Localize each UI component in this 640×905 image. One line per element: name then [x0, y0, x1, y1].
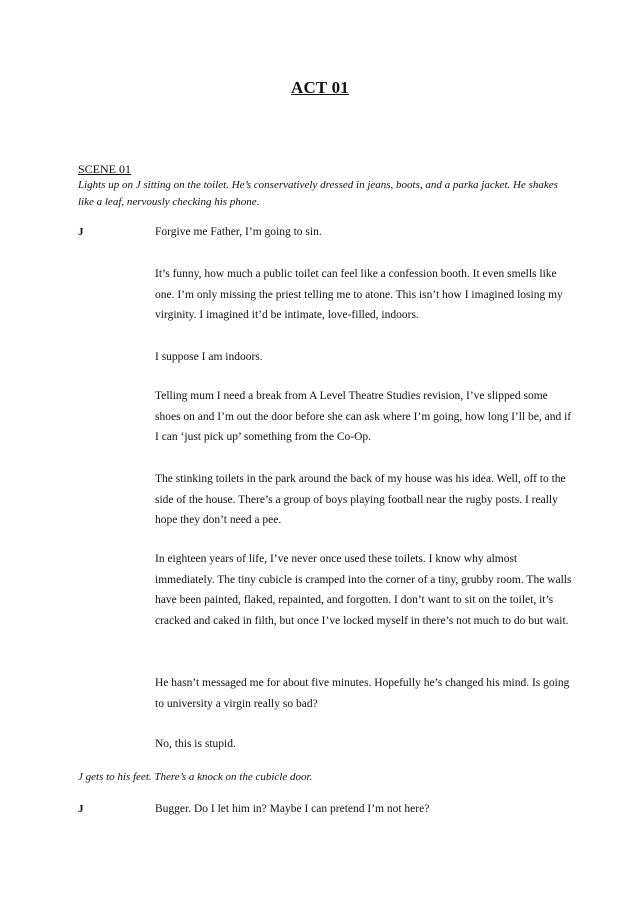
- character-name: J: [78, 226, 84, 238]
- scene-heading: SCENE 01: [78, 162, 132, 176]
- dialogue-line: Forgive me Father, I’m going to sin.: [155, 226, 322, 238]
- dialogue-paragraph: He hasn’t messaged me for about five minutes. Hopefully he’s changed his mind. Is going to university a virgin really so bad?: [155, 677, 570, 710]
- dialogue-line: Bugger. Do I let him in? Maybe I can pretend I’m not here?: [155, 803, 430, 815]
- dialogue-paragraph: It’s funny, how much a public toilet can feel like a confession booth. It even smells like one. I’m only missing the priest telling me to atone. This isn’t how I imagined losing my virginity. I imagined it’d be intimate, love-filled, indoors.: [155, 268, 563, 321]
- dialogue-paragraph: No, this is stupid.: [155, 738, 236, 750]
- character-name: J: [78, 803, 84, 815]
- act-title: ACT 01: [290, 78, 350, 97]
- dialogue-paragraph: I suppose I am indoors.: [155, 351, 263, 363]
- dialogue-paragraph: In eighteen years of life, I’ve never once used these toilets. I know why almost immediately. The tiny cubicle is cramped into the corner of a tiny, grubby room. The walls have been painted, flaked, repainted, and forgotten. I don’t want to sit on the toilet, it’s cracked and caked in filth, but once I’ve locked myself in there’s not much to do but wait.: [155, 553, 572, 627]
- stage-direction: J gets to his feet. There’s a knock on the cubicle door.: [78, 771, 313, 783]
- dialogue-paragraph: The stinking toilets in the park around the back of my house was his idea. Well, off to the side of the house. There’s a group of boys playing football near the rugby posts. I really hope they don’t need a pee.: [155, 473, 566, 526]
- dialogue-paragraph: Telling mum I need a break from A Level Theatre Studies revision, I’ve slipped some shoes on and I’m out the door before she can ask where I’m going, how long I’ll be, and if I can ‘just pick up’ something from the Co-Op.: [155, 390, 572, 443]
- opening-stage-direction: Lights up on J sitting on the toilet. He’s conservatively dressed in jeans, boots, and a parka jacket. He shakes like a leaf, nervously checking his phone.: [78, 179, 558, 208]
